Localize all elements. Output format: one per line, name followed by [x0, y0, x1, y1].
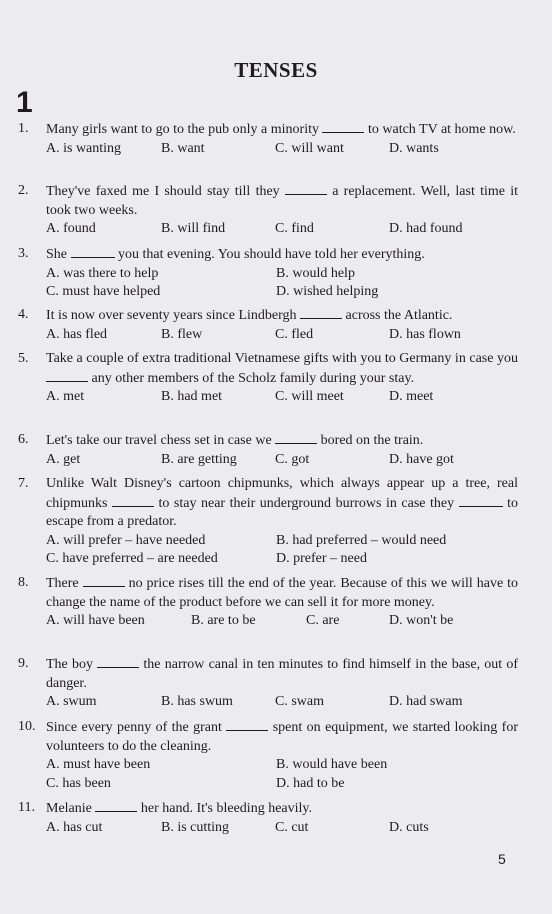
question-number: 9.	[18, 656, 29, 671]
answer-blank	[95, 799, 137, 812]
option-c: C. got	[275, 451, 310, 467]
question-number: 6.	[18, 432, 29, 447]
option-b: B. is cutting	[161, 819, 230, 835]
answer-options	[46, 550, 518, 569]
question-7	[18, 475, 518, 569]
answer-options	[46, 140, 518, 159]
answer-blank	[112, 494, 154, 507]
option-c: C. has been	[46, 775, 111, 791]
question-1	[18, 120, 518, 158]
option-a: A. has cut	[46, 819, 103, 835]
option-b: B. want	[161, 140, 205, 156]
option-c: C. are	[306, 613, 340, 628]
option-c: C. must have helped	[46, 284, 161, 299]
question-number: 5.	[18, 351, 29, 366]
option-d: D. had found	[389, 221, 463, 236]
option-a: A. has fled	[46, 326, 108, 342]
option-a: A. swum	[46, 694, 97, 709]
option-b: B. flew	[161, 326, 203, 342]
question-number: 3.	[18, 246, 29, 261]
option-a: A. get	[46, 451, 81, 467]
option-c: C. will meet	[275, 389, 344, 404]
option-a: A. found	[46, 221, 96, 236]
option-c: C. find	[275, 221, 314, 236]
question-9	[18, 655, 518, 712]
question-10	[18, 718, 518, 793]
option-d: D. wished helping	[276, 284, 379, 299]
question-5	[18, 350, 518, 407]
answer-options	[46, 775, 518, 794]
option-d: D. had swam	[389, 694, 463, 709]
question-stem: Unlike Walt Disney's cartoon chipmunks, which always appear up a tree, real chipmunks to stay near their underground burrows in case they to escape from a predator.	[46, 476, 519, 529]
answer-options	[46, 612, 518, 631]
option-d: D. prefer – need	[276, 551, 367, 566]
option-a: A. will have been	[46, 613, 145, 628]
question-stem: Many girls want to go to the pub only a minority to watch TV at home now.	[46, 122, 516, 137]
option-d: D. meet	[389, 389, 434, 404]
question-stem: It is now over seventy years since Lindbergh across the Atlantic.	[46, 308, 453, 323]
option-d: D. cuts	[389, 819, 429, 835]
question-stem: Melanie her hand. It's bleeding heavily.	[46, 801, 312, 816]
answer-options	[46, 220, 518, 239]
section-number: 1	[16, 86, 33, 119]
option-d: D. has flown	[389, 326, 461, 342]
question-6	[18, 431, 518, 469]
question-stem: There no price rises till the end of the year. Because of this we will have to change the name of the product before we can sell it for more money.	[46, 576, 519, 610]
answer-options	[46, 693, 518, 712]
answer-options	[46, 532, 518, 551]
question-11	[18, 799, 518, 837]
answer-options	[46, 388, 518, 407]
answer-blank	[300, 306, 342, 319]
answer-options	[46, 326, 518, 345]
question-number: 2.	[18, 183, 29, 198]
answer-blank	[83, 574, 125, 587]
option-c: C. fled	[275, 326, 314, 342]
question-stem: Since every penny of the grant spent on equipment, we started looking for volunteers to do the cleaning.	[46, 720, 519, 754]
option-a: A. must have been	[46, 757, 151, 772]
option-b: B. are to be	[191, 613, 256, 628]
page-number: 5	[498, 851, 506, 867]
option-b: B. had met	[161, 389, 223, 404]
question-number: 1.	[18, 121, 29, 136]
question-8	[18, 574, 518, 631]
answer-blank	[97, 655, 139, 668]
question-number: 10.	[18, 719, 36, 734]
option-b: B. would have been	[276, 757, 388, 772]
answer-blank	[322, 120, 364, 133]
answer-blank	[226, 718, 268, 731]
question-2	[18, 182, 518, 239]
answer-options	[46, 283, 518, 302]
page-title: TENSES	[234, 58, 318, 82]
option-c: C. have preferred – are needed	[46, 551, 218, 566]
option-b: B. will find	[161, 221, 226, 236]
option-d: D. wants	[389, 140, 439, 156]
option-a: A. was there to help	[46, 265, 159, 281]
option-c: C. cut	[275, 819, 309, 835]
question-4	[18, 306, 518, 344]
answer-blank	[275, 431, 317, 444]
question-stem: Let's take our travel chess set in case we bored on the train.	[46, 433, 424, 448]
question-number: 7.	[18, 476, 29, 491]
question-stem: She you that evening. You should have told her everything.	[46, 247, 425, 262]
answer-options	[46, 265, 518, 284]
option-d: D. won't be	[389, 613, 454, 628]
question-number: 4.	[18, 307, 29, 322]
option-b: B. has swum	[161, 694, 233, 709]
option-b: B. would help	[276, 265, 355, 281]
option-c: C. swam	[275, 694, 324, 709]
question-number: 11.	[18, 800, 35, 815]
question-stem: The boy the narrow canal in ten minutes to find himself in the base, out of danger.	[46, 657, 519, 691]
question-3	[18, 245, 518, 302]
option-d: D. have got	[389, 451, 454, 467]
answer-blank	[459, 494, 503, 507]
option-b: B. had preferred – would need	[276, 532, 447, 548]
answer-blank	[285, 182, 327, 195]
question-stem: Take a couple of extra traditional Vietnamese gifts with you to Germany in case you any other members of the Scholz family during your stay.	[46, 351, 518, 386]
answer-blank	[46, 369, 88, 382]
option-b: B. are getting	[161, 451, 237, 467]
answer-options	[46, 451, 518, 470]
option-a: A. is wanting	[46, 140, 122, 156]
option-d: D. had to be	[276, 775, 345, 791]
option-c: C. will want	[275, 140, 344, 156]
answer-options	[46, 756, 518, 775]
question-stem: They've faxed me I should stay till they a replacement. Well, last time it took two weeks.	[46, 184, 519, 218]
answer-options	[46, 819, 518, 838]
option-a: A. will prefer – have needed	[46, 532, 206, 548]
answer-blank	[71, 245, 115, 258]
option-a: A. met	[46, 389, 85, 404]
question-number: 8.	[18, 575, 29, 590]
